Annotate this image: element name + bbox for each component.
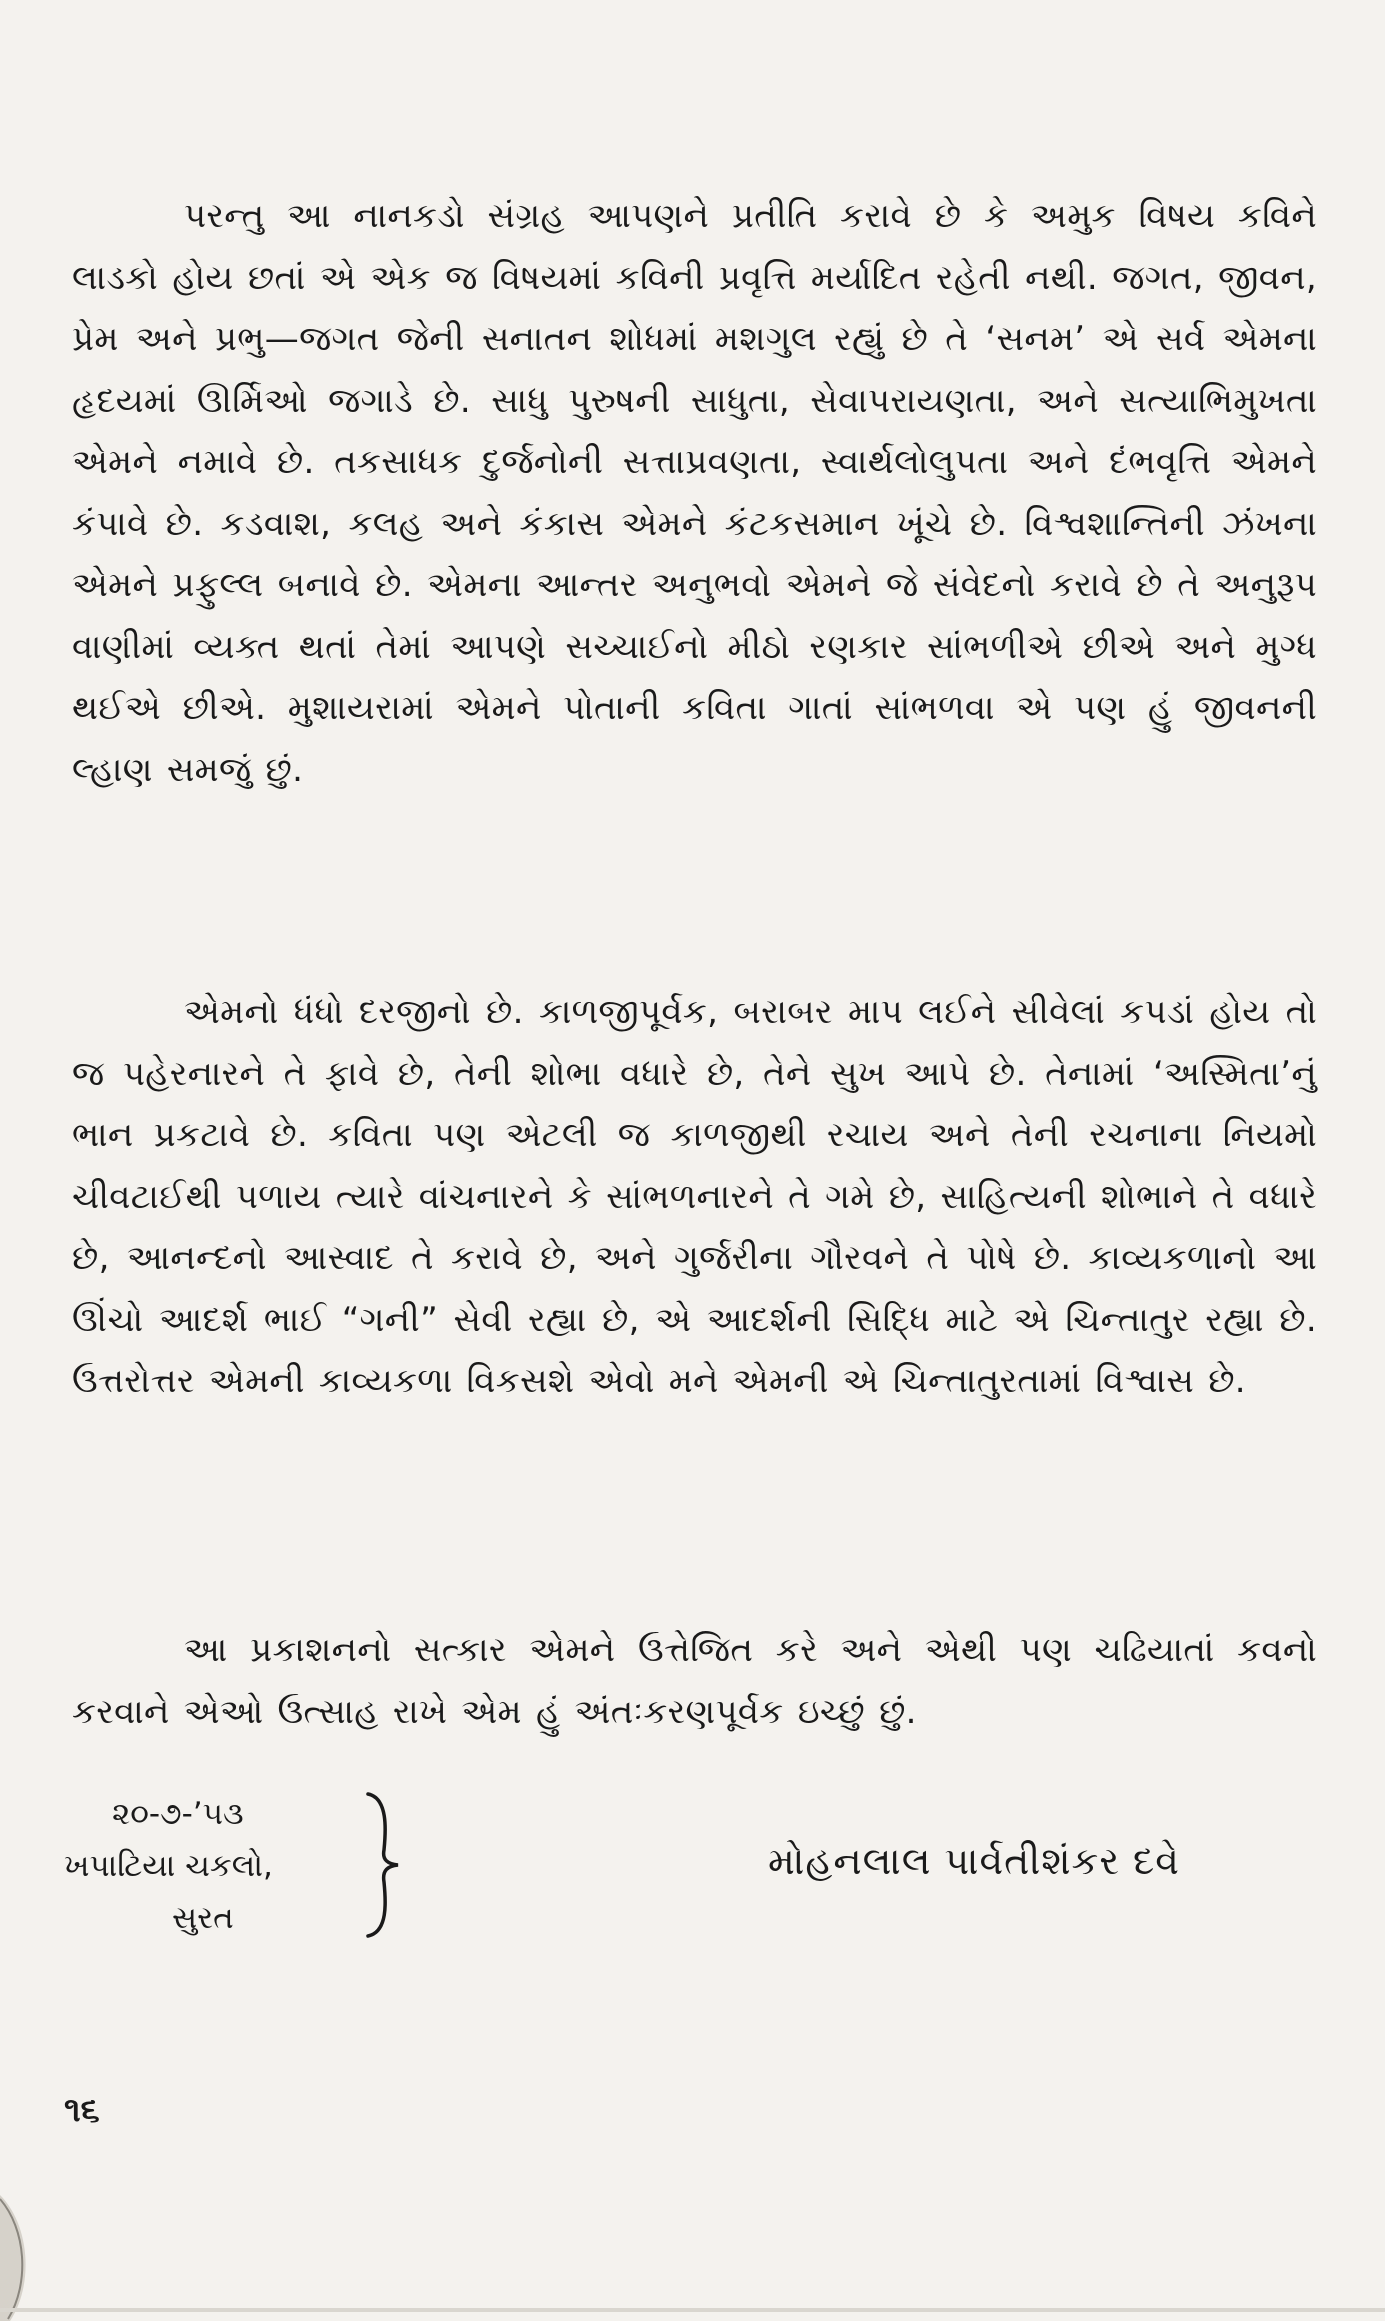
paragraph: એમનો ધંધો દરજીનો છે. કાળજીપૂર્વક, બરાબર માપ લઈને સીવેલાં કપડાં હોય તો જ પહેરનારને તે ફાવે છે, તેની શોભા વધારે છે, તેને સુખ આપે છે. તેનામાં ‘અસ્મિતા’નું ભાન પ્રકટાવે છે. કવિતા પણ એટલી જ કાળજીથી રચાય અને તેની રચનાના નિયમો ચીવટાઈથી પળાય ત્યારે વાંચનારને કે સાંભળનારને તે ગમે છે, સાહિત્યની શોભાને તે વધારે છે, આનન્દનો આસ્વાદ તે કરાવે છે, અને ગુર્જરીના ગૌરવને તે પોષે છે. કાવ્યકળાનો આ ઊંચો આદર્શ ભાઈ “ગની” સેવી રહ્યા છે, એ આદર્શની સિદ્ધિ માટે એ ચિન્તાતુર રહ્યા છે. ઉત્તરોત્તર એમની કાવ્યકળા વિકસશે એવો મને એમની એ ચિન્તાતુરતામાં વિશ્વાસ છે. (72, 992, 1317, 1401)
signature-place-line2: સુરત (172, 1900, 234, 1936)
paragraph-block-2 (72, 982, 1317, 1413)
date-place-block (64, 1788, 364, 1944)
author-signature: મોહનલાલ પાર્વતીશંકર દવે (768, 1839, 1180, 1883)
paragraph-block-3 (72, 1620, 1317, 1743)
paragraph: આ પ્રકાશનનો સત્કાર એમને ઉત્તેજિત કરે અને એથી પણ ચઢિયાતાં કવનો કરવાને એઓ ઉત્સાહ રાખે એમ હું અંતઃકરણપૂર્વક ઇચ્છું છું. (72, 1630, 1317, 1732)
page-number: ૧૬ (64, 2090, 100, 2130)
page-edge-shadow (0, 2195, 40, 2321)
paragraph-block-1 (72, 186, 1317, 801)
right-brace-icon (362, 1790, 404, 1940)
paragraph: પરન્તુ આ નાનકડો સંગ્રહ આપણને પ્રતીતિ કરાવે છે કે અમુક વિષય કવિને લાડકો હોય છતાં એ એક જ વિષયમાં કવિની પ્રવૃત્તિ મર્યાદિત રહેતી નથી. જગત, જીવન, પ્રેમ અને પ્રભુ—જગત જેની સનાતન શોધમાં મશગુલ રહ્યું છે તે ‘સનમ’ એ સર્વ એમના હૃદયમાં ઊર્મિઓ જગાડે છે. સાધુ પુરુષની સાધુતા, સેવાપરાયણતા, અને સત્યાભિમુખતા એમને નમાવે છે. તકસાધક દુર્જનોની સત્તાપ્રવણતા, સ્વાર્થલોલુપતા અને દંભવૃત્તિ એમને કંપાવે છે. કડવાશ, કલહ અને કંકાસ એમને કંટકસમાન ખૂંચે છે. વિશ્વશાન્તિની ઝંખના એમને પ્રફુલ્લ બનાવે છે. એમના આન્તર અનુભવો એમને જે સંવેદનો કરાવે છે તે અનુરૂપ વાણીમાં વ્યક્ત થતાં તેમાં આપણે સચ્ચાઈનો મીઠો રણકાર સાંભળીએ છીએ અને મુગ્ધ થઈએ છીએ. મુશાયરામાં એમને પોતાની કવિતા ગાતાં સાંભળવા એ પણ હું જીવનની લ્હાણ સમજું છું. (72, 196, 1317, 790)
signature-date: ૨૦-૭-’૫૩ (112, 1796, 244, 1832)
page-bottom-edge (0, 2308, 1385, 2312)
signature-place-line1: ખપાટિયા ચકલો, (64, 1848, 273, 1884)
